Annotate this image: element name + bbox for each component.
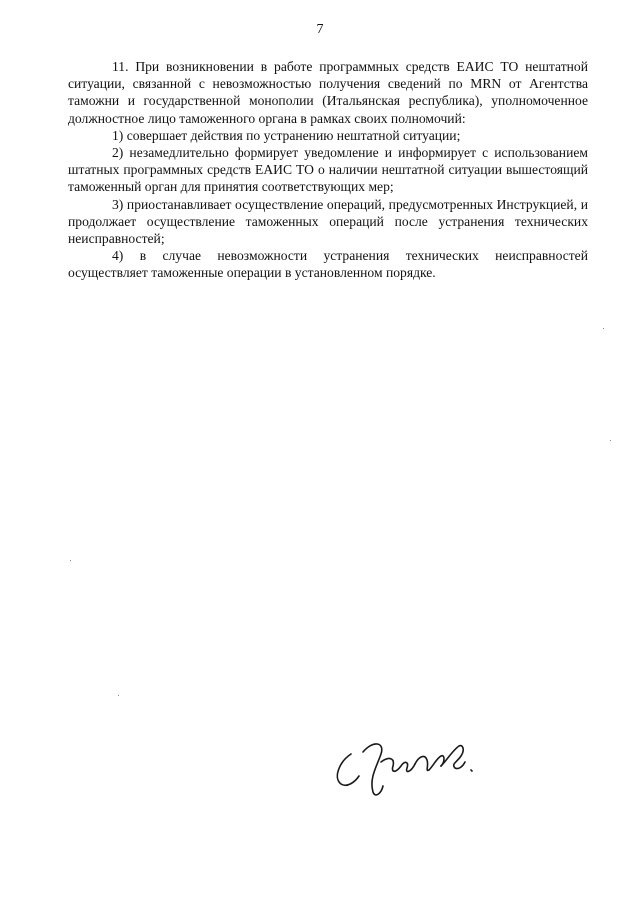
subitem-2: 2) незамедлительно формирует уведомление и информирует с использованием штатных программных средств ЕАИС ТО о наличии нештатной ситуации вышестоящий таможенный орган для принятия соответствующих мер;: [68, 145, 588, 195]
page-number: 7: [316, 22, 324, 37]
paragraph-item-11: 11. При возникновении в работе программных средств ЕАИС ТО нештатной ситуации, связанной с невозможностью получения сведений по MRN от Агентства таможни и государственной монополии (Итальянская республика), уполномоченное должностное лицо таможенного органа в рамках своих полномочий:: [68, 59, 588, 126]
scan-speck: [610, 440, 611, 441]
document-body: [68, 58, 588, 282]
scan-speck: [70, 560, 71, 561]
subitem-1: 1) совершает действия по устранению нештатной ситуации;: [112, 127, 461, 143]
scan-speck: [118, 695, 119, 696]
scan-speck: [603, 328, 604, 329]
subitem-3: 3) приостанавливает осуществление операций, предусмотренных Инструкцией, и продолжает осуществление таможенных операций после устранения технических неисправностей;: [68, 196, 588, 247]
handwritten-signature: [333, 732, 478, 802]
subitem-4: 4) в случае невозможности устранения технических неисправностей осуществляет таможенные операции в установленном порядке.: [68, 248, 588, 281]
